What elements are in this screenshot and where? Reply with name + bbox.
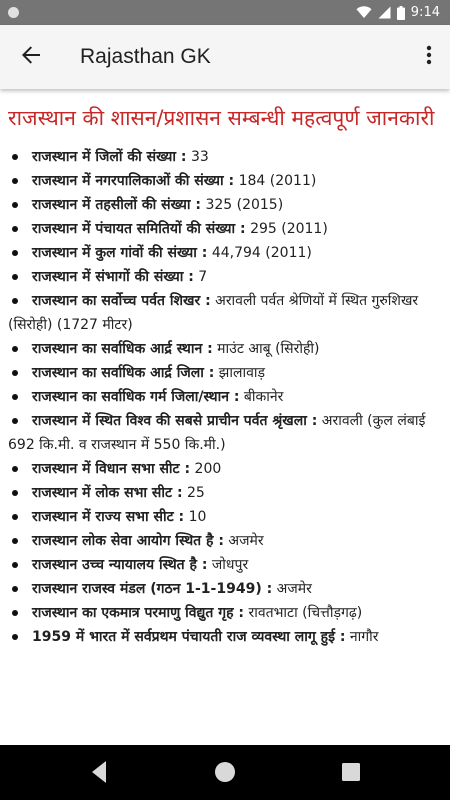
fact-label: राजस्थान में लोक सभा सीट : [32,485,183,501]
fact-value: अरावली पर्वत श्रेणियों में स्थित गुरुशिखर (सिरोही) (1727 मीटर) [8,293,419,333]
fact-value: अजमेर [223,533,264,549]
fact-label: राजस्थान का एकमात्र परमाणु विद्युत गृह : [32,605,245,621]
list-item [8,217,442,241]
fact-label: राजस्थान में तहसीलों की संख्या : [32,197,201,213]
fact-value: 10 [184,509,207,525]
list-item [8,193,442,217]
fact-label: राजस्थान में राज्य सभा सीट : [32,509,185,525]
list-item [8,553,442,577]
status-icons [356,0,440,25]
fact-label: राजस्थान का सर्वाधिक गर्म जिला/स्थान : [32,389,240,405]
fact-label: राजस्थान का सर्वाधिक आर्द्र जिला : [32,365,215,381]
list-item [8,145,442,169]
list-item [8,409,442,457]
fact-value: जोधपुर [207,557,249,573]
fact-label: राजस्थान का सर्वोच्च पर्वत शिखर : [32,293,211,309]
fact-label: 1959 में भारत में सर्वप्रथम पंचायती राज व्यवस्था लागू हुई : [32,629,346,645]
fact-label: राजस्थान राजस्व मंडल (गठन 1-1-1949) : [32,581,273,597]
fact-value: 200 [190,461,222,477]
page-title: राजस्थान की शासन/प्रशासन सम्बन्धी महत्वपूर्ण जानकारी [8,106,435,130]
back-button[interactable] [10,36,52,78]
fact-label: राजस्थान में स्थित विश्व की सबसे प्राचीन पर्वत श्रृंखला : [32,413,318,429]
battery-icon [397,6,405,20]
article-content[interactable] [0,89,450,745]
fact-value: रावतभाटा (चित्तौड़गढ़) [244,605,363,621]
list-item [8,169,442,193]
list-item [8,529,442,553]
fact-value: नागौर [345,629,379,645]
nav-recents-icon[interactable] [340,759,362,789]
fact-label: राजस्थान लोक सेवा आयोग स्थित है : [32,533,224,549]
fact-value: झालावाड़ [214,365,266,381]
navigation-bar [0,745,450,800]
signal-icon [378,6,391,19]
nav-back-icon[interactable] [88,759,110,789]
more-vert-icon [426,45,432,69]
facts-list [8,145,442,649]
wifi-icon [356,6,372,19]
list-item [8,601,442,625]
app-bar [0,25,450,89]
status-bar [0,0,450,25]
list-item [8,385,442,409]
list-item [8,337,442,361]
fact-value: 33 [186,149,209,165]
nav-home-icon[interactable] [212,759,238,789]
fact-value: 25 [182,485,205,501]
list-item [8,241,442,265]
status-time: 9:14 [410,5,440,20]
list-item [8,361,442,385]
fact-value: माउंट आबू (सिरोही) [212,341,320,357]
fact-value: 184 (2011) [234,173,317,189]
notification-dot-icon [8,7,19,18]
list-item [8,481,442,505]
fact-label: राजस्थान में कुल गांवों की संख्या : [32,245,208,261]
fact-label: राजस्थान में पंचायत समितियों की संख्या : [32,221,246,237]
list-item [8,625,442,649]
fact-value: 7 [193,269,208,285]
app-title: Rajasthan GK [80,45,211,68]
overflow-menu-button[interactable] [414,36,444,78]
fact-label: राजस्थान का सर्वाधिक आर्द्र स्थान : [32,341,213,357]
fact-value: 295 (2011) [245,221,328,237]
fact-label: राजस्थान में नगरपालिकाओं की संख्या : [32,173,235,189]
list-item [8,289,442,337]
list-item [8,457,442,481]
list-item [8,505,442,529]
fact-label: राजस्थान में जिलों की संख्या : [32,149,187,165]
arrow-back-icon [21,45,41,69]
fact-label: राजस्थान में संभागों की संख्या : [32,269,194,285]
fact-value: अजमेर [272,581,312,597]
fact-value: 325 (2015) [201,197,284,213]
list-item [8,265,442,289]
fact-value: 44,794 (2011) [207,245,312,261]
fact-label: राजस्थान में विधान सभा सीट : [32,461,191,477]
fact-label: राजस्थान उच्च न्यायालय स्थित है : [32,557,208,573]
list-item [8,577,442,601]
fact-value: अरावली (कुल लंबाई 692 कि.मी. व राजस्थान में 550 कि.मी.) [8,413,426,453]
fact-value: बीकानेर [239,389,284,405]
